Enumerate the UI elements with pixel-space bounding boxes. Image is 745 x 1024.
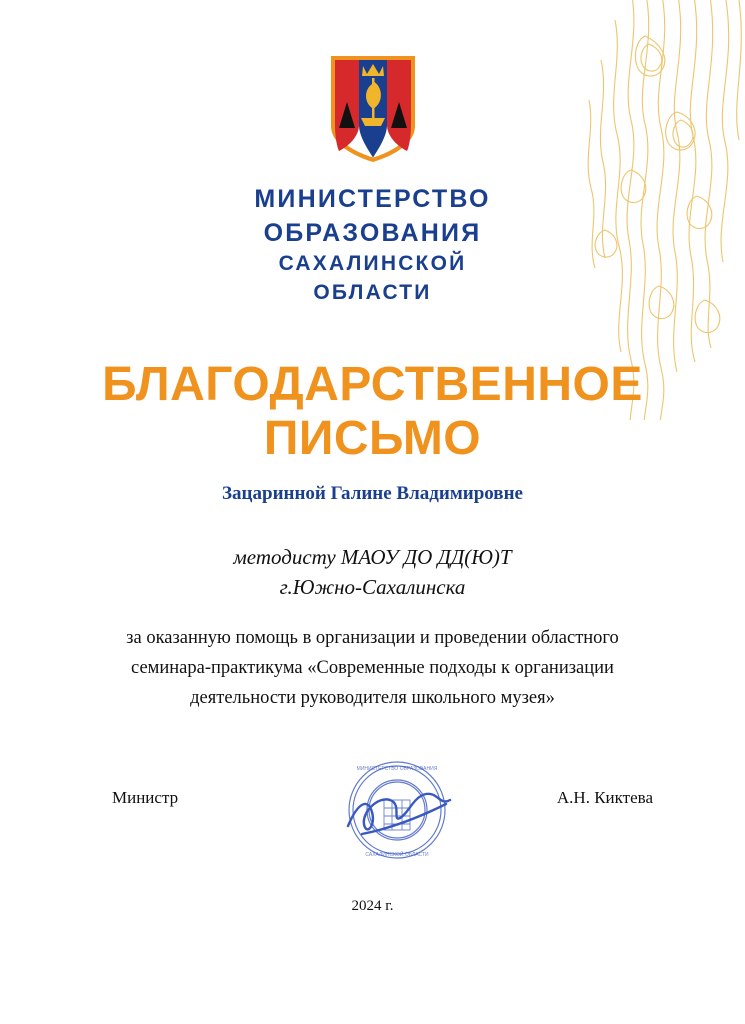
recipient-role-line-1: методисту МАОУ ДО ДД(Ю)Т: [233, 545, 512, 569]
ministry-line-4: ОБЛАСТИ: [313, 280, 432, 304]
signer-position: Министр: [112, 788, 179, 807]
svg-text:САХАЛИНСКОЙ ОБЛАСТИ: САХАЛИНСКОЙ ОБЛАСТИ: [365, 852, 429, 858]
recipient-role-line-2: г.Южно-Сахалинска: [279, 574, 466, 599]
svg-text:МИНИСТЕРСТВО ОБРАЗОВАНИЯ: МИНИСТЕРСТВО ОБРАЗОВАНИЯ: [356, 766, 438, 772]
ministry-line-3: САХАЛИНСКОЙ: [278, 252, 467, 275]
ministry-line-2: ОБРАЗОВАНИЯ: [263, 219, 482, 247]
emblem-block: [0, 52, 745, 307]
signer-name: А.Н. Киктева: [556, 788, 653, 807]
recipient-role: [0, 543, 745, 603]
recipient-name: Зацаринной Галине Владимировне: [222, 483, 523, 504]
title-line-2: ПИСЬМО: [263, 411, 482, 465]
signature-row: [0, 788, 745, 818]
award-reason-line-1: за оказанную помощь в организации и проведении областного: [126, 628, 619, 648]
ministry-name: [254, 182, 490, 307]
ministry-line-1: МИНИСТЕРСТВО: [254, 185, 491, 213]
issue-year: 2024 г.: [351, 898, 394, 914]
page-title: [0, 358, 745, 466]
sakhalin-coat-of-arms-icon: [327, 52, 419, 164]
title-line-1: БЛАГОДАРСТВЕННОЕ: [102, 358, 643, 411]
award-reason-text: [72, 624, 673, 714]
award-reason-line-3: деятельности руководителя школьного музея»: [190, 687, 555, 708]
award-reason-line-2: семинара-практикума «Современные подходы к организации: [131, 657, 614, 678]
